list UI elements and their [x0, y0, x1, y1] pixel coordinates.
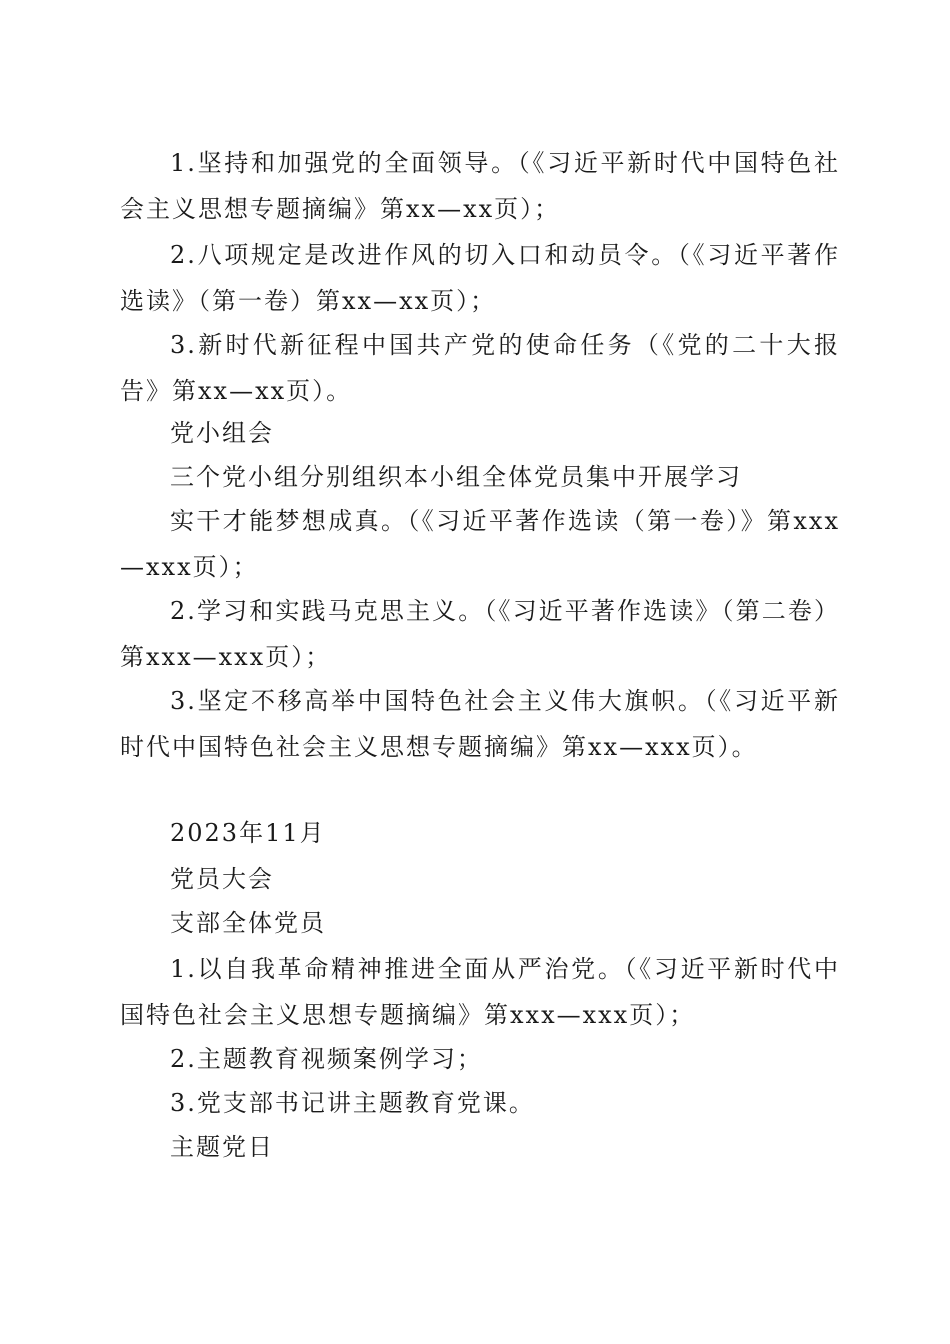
section-participants: 三个党小组分别组织本小组全体党员集中开展学习	[170, 463, 742, 491]
date-heading: 2023年11月	[170, 819, 326, 847]
paragraph-item-2: 2.八项规定是改进作风的切入口和动员令。（《习近平著作选读》（第一卷）第xx—xx页）；	[120, 241, 840, 315]
paragraph-item-1: 1.坚持和加强党的全面领导。（《习近平新时代中国特色社会主义思想专题摘编》第xx—xx页）；	[120, 149, 840, 223]
section-heading-general-meeting: 党员大会	[170, 865, 274, 893]
paragraph-item-6: 3.坚定不移高举中国特色社会主义伟大旗帜。（《习近平新时代中国特色社会主义思想专题摘编》第xx—xxx页）。	[120, 687, 840, 761]
section-heading-party-group: 党小组会	[170, 419, 274, 447]
paragraph-item-5: 2.学习和实践马克思主义。（《习近平著作选读》（第二卷）第xxx—xxx页）；	[120, 597, 840, 671]
paragraph-item-9: 3.党支部书记讲主题教育党课。	[170, 1089, 535, 1117]
paragraph-item-7: 1.以自我革命精神推进全面从严治党。（《习近平新时代中国特色社会主义思想专题摘编》第xxx—xxx页）；	[120, 955, 840, 1029]
section-participants-all: 支部全体党员	[170, 909, 326, 937]
paragraph-item-3: 3.新时代新征程中国共产党的使命任务（《党的二十大报告》第xx—xx页）。	[120, 331, 840, 405]
paragraph-item-8: 2.主题教育视频案例学习；	[170, 1045, 483, 1073]
paragraph-item-4: 实干才能梦想成真。（《习近平著作选读（第一卷）》第xxx—xxx页）；	[120, 507, 840, 581]
section-heading-theme-day: 主题党日	[170, 1133, 274, 1161]
